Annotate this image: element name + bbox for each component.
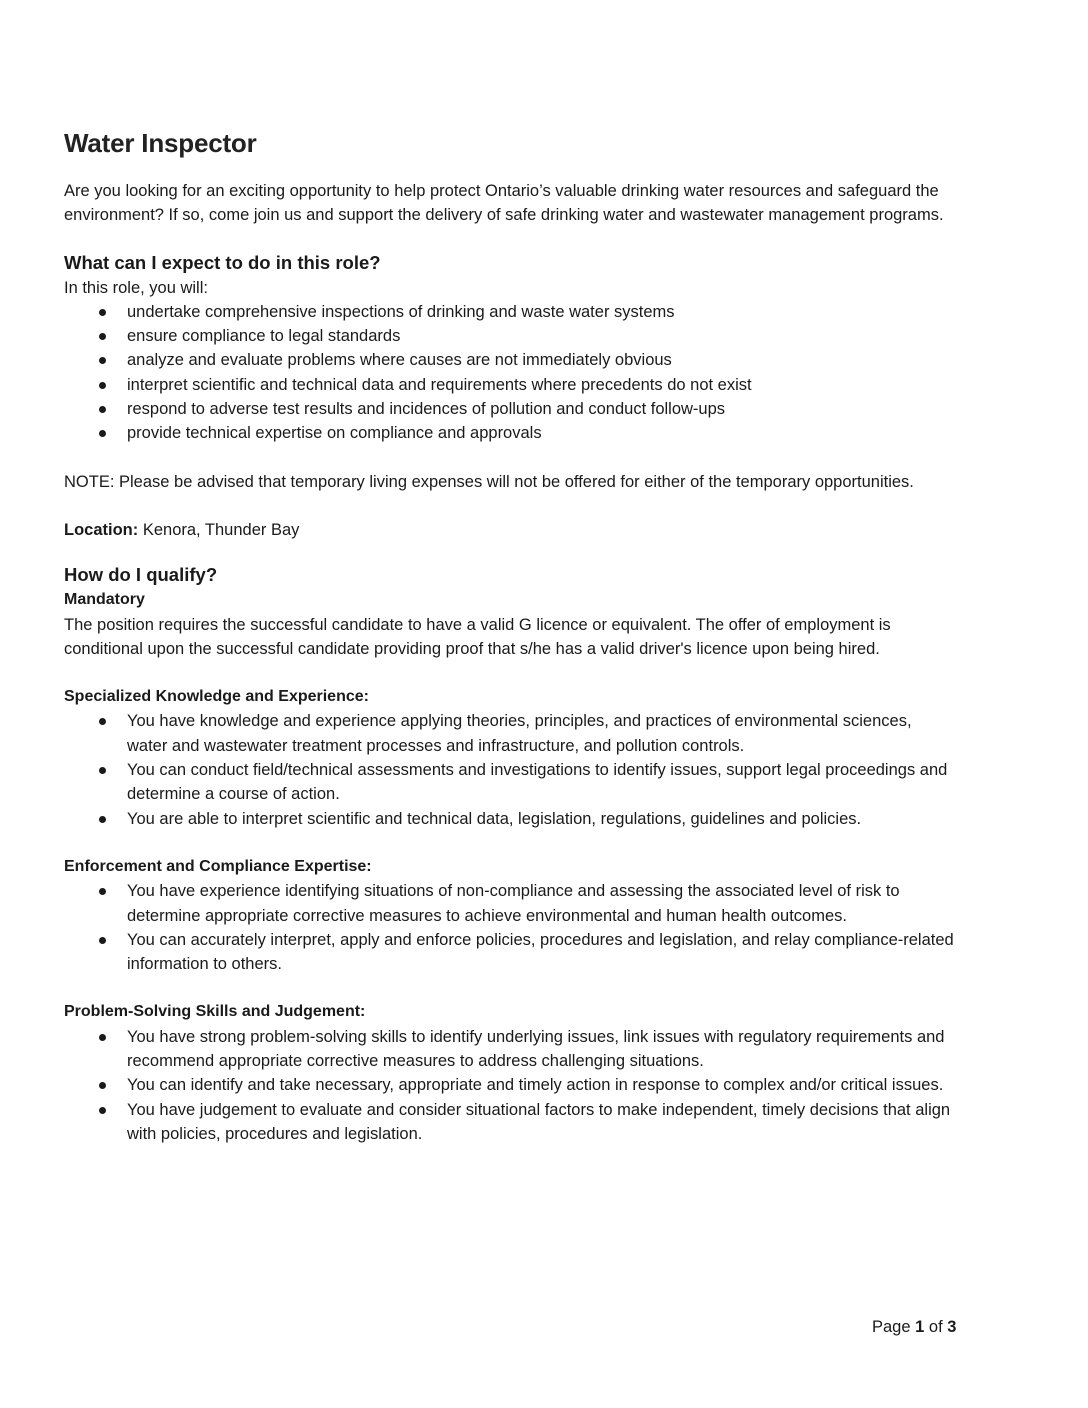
- list-item: You have strong problem-solving skills to identify underlying issues, link issues with regulatory requirements and recommend appropriate corrective measures to address challenging situations.: [64, 1025, 964, 1074]
- list-item: You can identify and take necessary, appropriate and timely action in response to complex and/or critical issues.: [64, 1073, 964, 1097]
- list-item: undertake comprehensive inspections of drinking and waste water systems: [64, 300, 964, 324]
- location-label: Location:: [64, 520, 139, 539]
- problem-solving-heading: Problem-Solving Skills and Judgement:: [64, 1003, 366, 1021]
- list-item: respond to adverse test results and incidences of pollution and conduct follow-ups: [64, 397, 964, 421]
- role-heading: What can I expect to do in this role?: [64, 251, 381, 273]
- location-line: [64, 518, 964, 542]
- list-item: analyze and evaluate problems where causes are not immediately obvious: [64, 348, 964, 372]
- location-value: Kenora, Thunder Bay: [138, 520, 300, 539]
- list-item: You can conduct field/technical assessments and investigations to identify issues, support legal proceedings and determine a course of action.: [64, 758, 964, 807]
- list-item: interpret scientific and technical data and requirements where precedents do not exist: [64, 373, 964, 397]
- note-paragraph: NOTE: Please be advised that temporary living expenses will not be offered for either of the temporary opportunities.: [64, 472, 914, 491]
- list-item: You have knowledge and experience applying theories, principles, and practices of environmental sciences, water and wastewater treatment processes and infrastructure, and pollution controls.: [64, 709, 964, 758]
- list-item: You are able to interpret scientific and technical data, legislation, regulations, guidelines and policies.: [64, 807, 964, 831]
- qualify-heading: How do I qualify?: [64, 564, 218, 586]
- list-item: You have experience identifying situations of non-compliance and assessing the associated level of risk to determine appropriate corrective measures to achieve environmental and human health outcomes.: [64, 879, 964, 928]
- document-page: [64, 128, 964, 1146]
- current-page: 1: [915, 1318, 925, 1336]
- list-item: You can accurately interpret, apply and enforce policies, procedures and legislation, and relay compliance-related information to others.: [64, 928, 964, 977]
- page-word: Page: [872, 1318, 916, 1336]
- list-item: ensure compliance to legal standards: [64, 324, 964, 348]
- specialized-heading: Specialized Knowledge and Experience:: [64, 688, 369, 706]
- enforcement-heading: Enforcement and Compliance Expertise:: [64, 857, 372, 875]
- specialized-list: [64, 709, 964, 830]
- page-number-footer: [872, 1318, 956, 1337]
- mandatory-paragraph: The position requires the successful candidate to have a valid G licence or equivalent. The offer of employment is conditional upon the successful candidate providing proof that s/he has a valid driver's licence upon being hired.: [64, 615, 891, 658]
- page-title: Water Inspector: [64, 128, 257, 158]
- role-list: [64, 300, 964, 446]
- problem-solving-list: [64, 1025, 964, 1146]
- total-pages: 3: [947, 1318, 957, 1336]
- list-item: You have judgement to evaluate and consider situational factors to make independent, timely decisions that align with policies, procedures and legislation.: [64, 1098, 964, 1147]
- enforcement-list: [64, 879, 964, 976]
- intro-paragraph: Are you looking for an exciting opportunity to help protect Ontario’s valuable drinking water resources and safeguard the environment? If so, come join us and support the delivery of safe drinking water and wastewater management programs.: [64, 182, 944, 225]
- mandatory-heading: Mandatory: [64, 591, 145, 609]
- list-item: provide technical expertise on compliance and approvals: [64, 421, 964, 445]
- of-word: of: [924, 1318, 948, 1336]
- role-lead: In this role, you will:: [64, 278, 208, 297]
